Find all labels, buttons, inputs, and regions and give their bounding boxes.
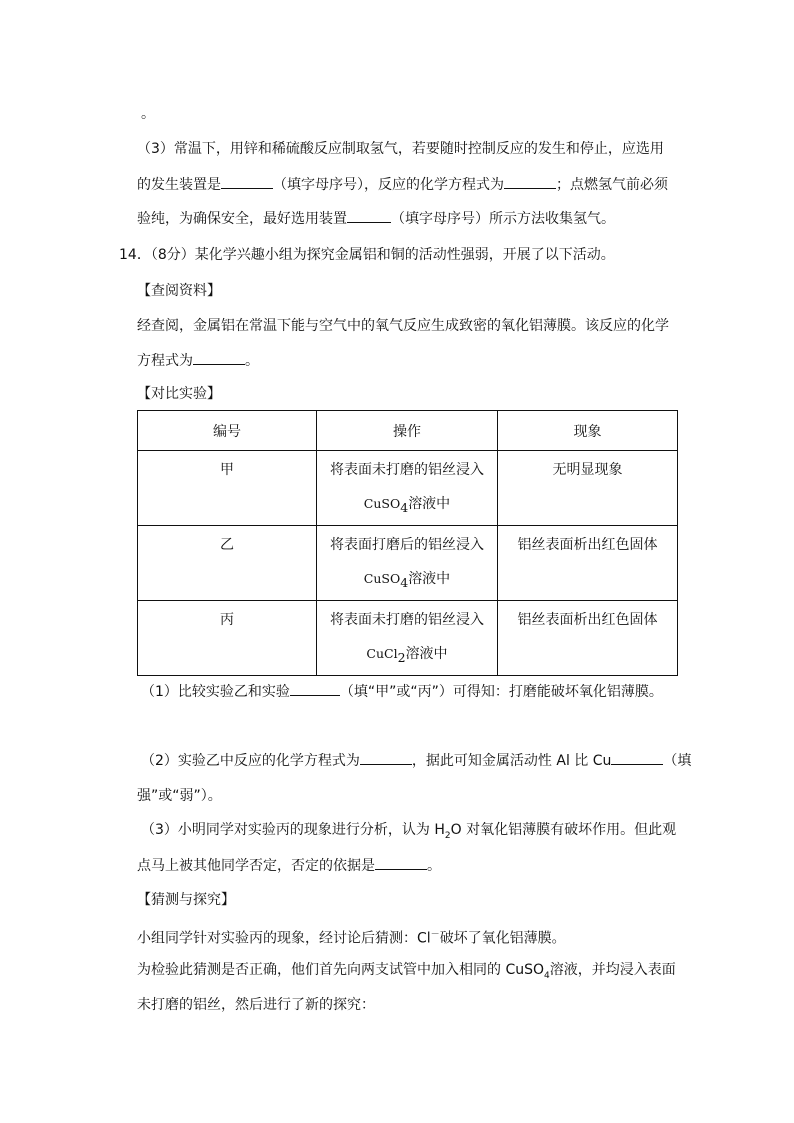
q13-3-line3-a: 验纯，为确保安全，最好选用装置 — [137, 211, 347, 227]
section-title-info: 【查阅资料】 — [137, 283, 221, 299]
table-header-row — [138, 411, 678, 451]
q13-3-line2 — [137, 174, 668, 195]
row-result: 无明显现象 — [498, 451, 678, 526]
q13-3-line2-c: ；点燃氢气前必须 — [556, 177, 668, 193]
verify-line2: 未打磨的铝丝，然后进行了新的探究： — [137, 997, 375, 1013]
row-operation: 将表面打磨后的铝丝浸入 CuSO$_4$溶液中 — [317, 526, 498, 601]
q14-heading — [119, 245, 615, 265]
sub3-line2-a: 点马上被其他同学否定，否定的依据是 — [137, 858, 375, 874]
row-result: 铝丝表面析出红色固体 — [498, 601, 678, 676]
sub3-line1 — [141, 820, 676, 846]
sub3-subscript: 2 — [444, 830, 451, 841]
section-title-guess: 【猜测与探究】 — [137, 892, 235, 908]
verify-a: 为检验此猜测是否正确，他们首先向两支试管中加入相同的 CuSO — [137, 962, 545, 978]
row-id: 甲 — [138, 451, 317, 526]
sub1-a: （1）比较实验乙和实验 — [141, 684, 290, 700]
answer-blank[interactable] — [290, 681, 340, 696]
table-row — [138, 526, 678, 601]
sub2-b: ，据此可知金属活动性 Al 比 Cu — [411, 753, 612, 769]
info-line2 — [137, 350, 259, 371]
info-line1: 经查阅，金属铝在常温下能与空气中的氧气反应生成致密的氧化铝薄膜。该反应的化学 — [137, 318, 669, 334]
row-operation: 将表面未打磨的铝丝浸入 CuSO$_4$溶液中 — [317, 451, 498, 526]
sub3-line2 — [137, 855, 441, 876]
answer-blank[interactable] — [504, 174, 556, 189]
info-line2-a: 方程式为 — [137, 353, 193, 369]
answer-blank[interactable] — [347, 208, 391, 223]
q13-3-line3 — [137, 208, 615, 229]
sub3-a: （3）小明同学对实验丙的现象进行分析，认为 H — [141, 822, 445, 838]
q13-3-line2-a: 的发生装置是 — [137, 177, 221, 193]
verify-b: 溶液，并均浸入表面 — [549, 962, 676, 978]
q13-3-line2-b: （填字母序号），反应的化学方程式为 — [273, 177, 504, 193]
answer-blank[interactable] — [611, 750, 663, 765]
answer-blank[interactable] — [221, 174, 273, 189]
guess-a: 小组同学针对实验丙的现象，经讨论后猜测：Cl — [137, 930, 431, 947]
answer-blank[interactable] — [193, 350, 245, 365]
q14-intro: （8分）某化学兴趣小组为探究金属铝和铜的活动性强弱，开展了以下活动。 — [150, 247, 615, 263]
q13-3-line3-b: （填字母序号）所示方法收集氢气。 — [391, 211, 615, 227]
sub3-b: O 对氧化铝薄膜有破坏作用。但此观 — [450, 822, 677, 838]
verify-subscript: 4 — [544, 970, 550, 981]
top-mark: 。 — [141, 106, 155, 122]
q13-3-line1: （3）常温下，用锌和稀硫酸反应制取氢气，若要随时控制反应的发生和停止，应选用 — [137, 141, 664, 157]
guess-superscript: － — [430, 930, 440, 940]
sub2-line1 — [141, 750, 691, 771]
header-operation: 操作 — [317, 411, 498, 451]
table-row — [138, 451, 678, 526]
sub2-c: （填 — [663, 753, 692, 769]
answer-blank[interactable] — [360, 750, 412, 765]
guess-b: 破坏了氧化铝薄膜。 — [439, 930, 566, 947]
guess-line — [137, 925, 566, 949]
section-title-compare: 【对比实验】 — [137, 386, 221, 402]
sub2-line2: 强”或“弱”）。 — [137, 788, 222, 804]
info-line2-b: 。 — [245, 353, 259, 369]
row-id: 乙 — [138, 526, 317, 601]
row-operation: 将表面未打磨的铝丝浸入 CuCl$_2$溶液中 — [317, 601, 498, 676]
experiment-table — [137, 410, 678, 676]
sub3-line2-b: 。 — [427, 858, 441, 874]
sub1-b: （填“甲”或“丙”）可得知：打磨能破坏氧化铝薄膜。 — [339, 684, 663, 700]
verify-line1 — [137, 960, 676, 986]
sub2-a: （2）实验乙中反应的化学方程式为 — [141, 753, 360, 769]
table-row — [138, 601, 678, 676]
sub1-line — [141, 681, 663, 702]
row-result: 铝丝表面析出红色固体 — [498, 526, 678, 601]
header-id: 编号 — [138, 411, 317, 451]
q14-number: 14． — [119, 247, 151, 263]
header-phenomenon: 现象 — [498, 411, 678, 451]
answer-blank[interactable] — [375, 855, 427, 870]
row-id: 丙 — [138, 601, 317, 676]
